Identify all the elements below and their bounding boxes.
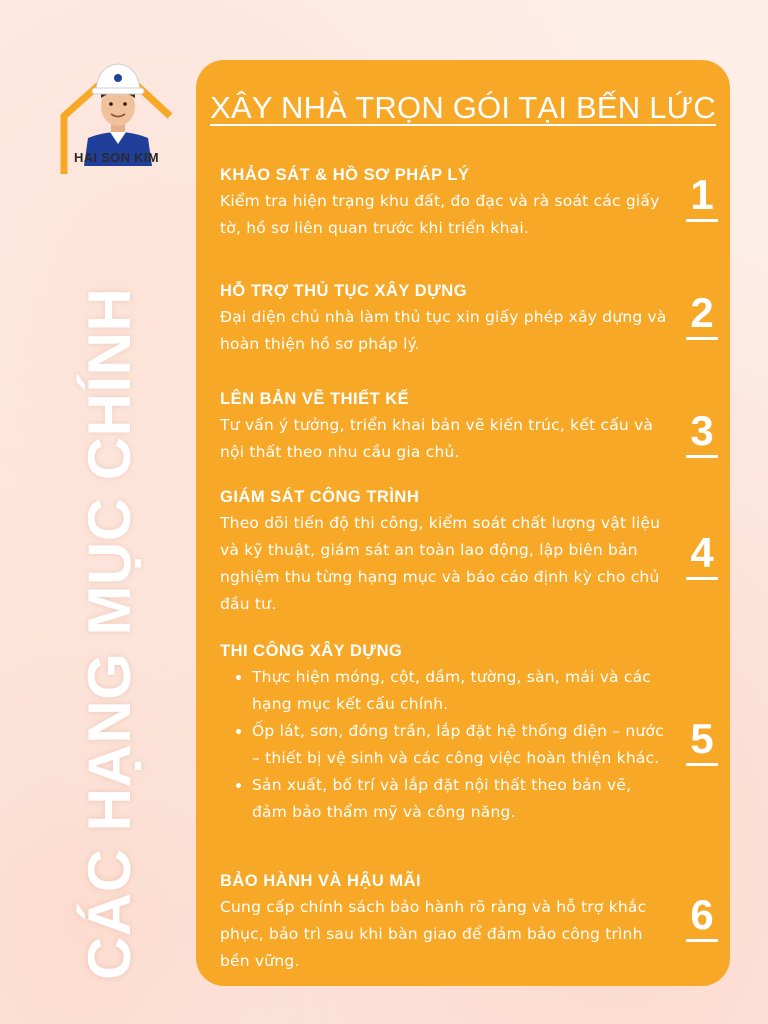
logo-text: HAI SON KIM [74, 150, 159, 165]
bullet-list [220, 664, 670, 826]
section-number: 6 [682, 892, 722, 938]
section-text: Tư vấn ý tưởng, triển khai bản vẽ kiến trúc, kết cấu và nội thất theo nhu cầu gia chủ. [220, 416, 654, 461]
section-2 [220, 280, 670, 358]
section-heading: THI CÔNG XÂY DỰNG [220, 642, 403, 660]
section-text: Kiểm tra hiện trạng khu đất, đo đạc và rà soát các giấy tờ, hồ sơ liên quan trước khi triển khai. [220, 192, 660, 237]
section-heading: KHẢO SÁT & HỒ SƠ PHÁP LÝ [220, 166, 470, 184]
section-6 [220, 870, 670, 975]
company-logo [58, 46, 178, 181]
list-item: • Ốp lát, sơn, đóng trần, lắp đặt hệ thống điện – nước – thiết bị vệ sinh và các công việc hoàn thiện khác. [252, 718, 670, 772]
list-item: • Sản xuất, bố trí và lắp đặt nội thất theo bản vẽ, đảm bảo thẩm mỹ và công năng. [252, 772, 670, 826]
section-number: 4 [682, 530, 722, 576]
side-title: CÁC HẠNG MỤC CHÍNH [76, 287, 143, 980]
section-text: Theo dõi tiến độ thi công, kiểm soát chất lượng vật liệu và kỹ thuật, giám sát an toàn lao động, lập biên bản nghiệm thu từng hạng mục và báo cáo định kỳ cho chủ đầu tư. [220, 514, 661, 613]
section-number: 3 [682, 408, 722, 454]
section-3 [220, 388, 670, 466]
section-number: 2 [682, 290, 722, 336]
section-number: 1 [682, 172, 722, 218]
section-heading: BẢO HÀNH VÀ HẬU MÃI [220, 872, 422, 890]
section-heading: LÊN BẢN VẼ THIẾT KẾ [220, 390, 410, 408]
section-heading: HỖ TRỢ THỦ TỤC XÂY DỰNG [220, 282, 468, 300]
card-title: XÂY NHÀ TRỌN GÓI TẠI BẾN LỨC [210, 90, 716, 125]
section-text: Đại diện chủ nhà làm thủ tục xin giấy phép xây dựng và hoàn thiện hồ sơ pháp lý. [220, 308, 667, 353]
section-5 [220, 640, 670, 826]
section-1 [220, 164, 670, 242]
services-card [196, 60, 730, 986]
section-number: 5 [682, 716, 722, 762]
section-text: Cung cấp chính sách bảo hành rõ ràng và hỗ trợ khắc phục, bảo trì sau khi bàn giao để đảm bảo công trình bền vững. [220, 898, 647, 970]
section-heading: GIÁM SÁT CÔNG TRÌNH [220, 488, 420, 506]
section-4 [220, 486, 670, 618]
list-item: • Thực hiện móng, cột, dầm, tường, sàn, mái và các hạng mục kết cấu chính. [252, 664, 670, 718]
